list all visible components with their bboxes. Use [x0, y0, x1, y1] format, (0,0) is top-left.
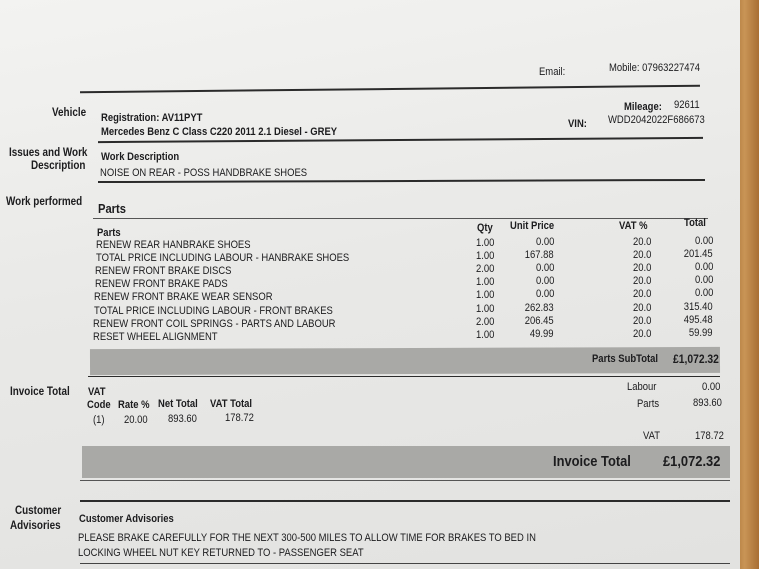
part-description: RENEW FRONT BRAKE WEAR SENSOR: [94, 291, 273, 304]
vat-value: 178.72: [695, 430, 724, 442]
col-parts-header: Parts: [97, 227, 121, 239]
part-qty: 1.00: [476, 276, 495, 289]
advisory-line-1: PLEASE BRAKE CAREFULLY FOR THE NEXT 300-500 MILES TO ALLOW TIME FOR BRAKES TO BED IN: [78, 532, 536, 544]
part-vat: 20.0: [633, 262, 652, 275]
part-qty: 1.00: [476, 237, 495, 249]
part-vat: 20.0: [633, 236, 652, 248]
invoice-total-value: £1,072.32: [663, 453, 721, 470]
part-vat: 20.0: [633, 327, 652, 340]
vat-label: VAT: [643, 430, 660, 442]
mobile-number: Mobile: 07963227474: [609, 62, 700, 74]
vin-value: WDD2042022F686673: [608, 114, 705, 126]
part-total: 0.00: [694, 274, 713, 287]
vat-heading: VAT: [88, 386, 106, 398]
advisory-line-2: LOCKING WHEEL NUT KEY RETURNED TO - PASSENGER SEAT: [78, 547, 364, 559]
part-total: 315.40: [684, 300, 713, 313]
vat-rate: 20.00: [124, 414, 148, 426]
divider: [88, 376, 720, 377]
work-description-text: NOISE ON REAR - POSS HANDBRAKE SHOES: [100, 167, 308, 179]
registration: Registration: AV11PYT: [101, 112, 203, 124]
part-total: 0.00: [694, 261, 713, 274]
vat-code: (1): [93, 414, 105, 426]
parts-subtotal-label: Parts SubTotal: [592, 353, 659, 365]
part-qty: 1.00: [476, 250, 495, 263]
part-qty: 2.00: [476, 315, 495, 328]
part-qty: 2.00: [476, 263, 495, 276]
work-description-heading: Work Description: [101, 151, 180, 163]
part-total: 0.00: [694, 287, 713, 300]
part-vat: 20.0: [633, 288, 652, 301]
part-qty: 1.00: [476, 302, 495, 315]
part-description: RESET WHEEL ALIGNMENT: [92, 330, 218, 343]
email-label: Email:: [539, 66, 566, 78]
divider: [80, 85, 700, 93]
part-description: TOTAL PRICE INCLUDING LABOUR - FRONT BRAKES: [93, 304, 333, 317]
vat-code-label: Code: [87, 399, 111, 411]
vat-net-label: Net Total: [158, 398, 198, 410]
invoice-total-label: Invoice Total: [553, 453, 631, 470]
part-description: TOTAL PRICE INCLUDING LABOUR - HANBRAKE SHOES: [95, 252, 349, 265]
col-total-header: Total: [684, 217, 706, 229]
part-unit-price: 49.99: [530, 327, 554, 340]
vehicle-section-label: Vehicle: [52, 107, 87, 119]
issues-label: Issues and Work: [9, 147, 88, 159]
vat-net: 893.60: [168, 413, 197, 425]
part-description: RENEW REAR HANBRAKE SHOES: [96, 239, 251, 251]
part-total: 201.45: [684, 248, 713, 261]
part-vat: 20.0: [633, 275, 652, 288]
divider: [80, 500, 730, 502]
part-qty: 1.00: [476, 328, 495, 341]
invoice-total-section-label: Invoice Total: [10, 386, 70, 398]
divider: [80, 563, 730, 564]
divider: [80, 480, 730, 481]
part-unit-price: 206.45: [525, 314, 554, 327]
divider: [93, 218, 708, 219]
part-description: RENEW FRONT BRAKE PADS: [94, 278, 228, 291]
part-qty: 1.00: [476, 289, 495, 302]
part-total: 495.48: [684, 313, 713, 326]
part-vat: 20.0: [633, 314, 652, 327]
mileage-value: 92611: [674, 99, 700, 111]
parts-value: 893.60: [693, 397, 722, 409]
invoice-total-band: [82, 446, 730, 478]
work-performed-label: Work performed: [6, 196, 83, 208]
part-description: RENEW FRONT BRAKE DISCS: [95, 265, 232, 278]
customer-advisories-label-2: Advisories: [10, 520, 61, 532]
parts-heading: Parts: [98, 201, 126, 216]
vat-rate-label: Rate %: [118, 399, 150, 411]
vehicle-description: Mercedes Benz C Class C220 2011 2.1 Diesel - GREY: [101, 126, 338, 138]
labour-value: 0.00: [702, 381, 721, 393]
labour-label: Labour: [627, 381, 657, 393]
part-unit-price: 0.00: [535, 236, 554, 248]
advisories-heading: Customer Advisories: [79, 513, 174, 525]
part-vat: 20.0: [633, 249, 652, 262]
part-vat: 20.0: [633, 301, 652, 314]
col-qty-header: Qty: [477, 222, 493, 234]
mileage-label: Mileage:: [624, 101, 662, 113]
part-description: RENEW FRONT COIL SPRINGS - PARTS AND LABOUR: [93, 317, 336, 330]
part-total: 0.00: [694, 235, 713, 247]
parts-subtotal-value: £1,072.32: [673, 352, 719, 366]
vin-label: VIN:: [568, 118, 587, 130]
col-unit-price-header: Unit Price: [510, 220, 555, 232]
issues-label-2: Description: [31, 160, 86, 172]
part-unit-price: 262.83: [525, 301, 554, 314]
vat-total: 178.72: [225, 412, 254, 424]
part-unit-price: 0.00: [535, 275, 554, 288]
part-unit-price: 167.88: [525, 249, 554, 262]
part-unit-price: 0.00: [535, 262, 554, 275]
part-total: 59.99: [689, 326, 713, 339]
vat-total-label: VAT Total: [210, 398, 253, 410]
customer-advisories-label: Customer: [15, 505, 62, 517]
col-vat-header: VAT %: [619, 220, 648, 232]
parts-label: Parts: [637, 398, 660, 410]
part-unit-price: 0.00: [535, 288, 554, 301]
